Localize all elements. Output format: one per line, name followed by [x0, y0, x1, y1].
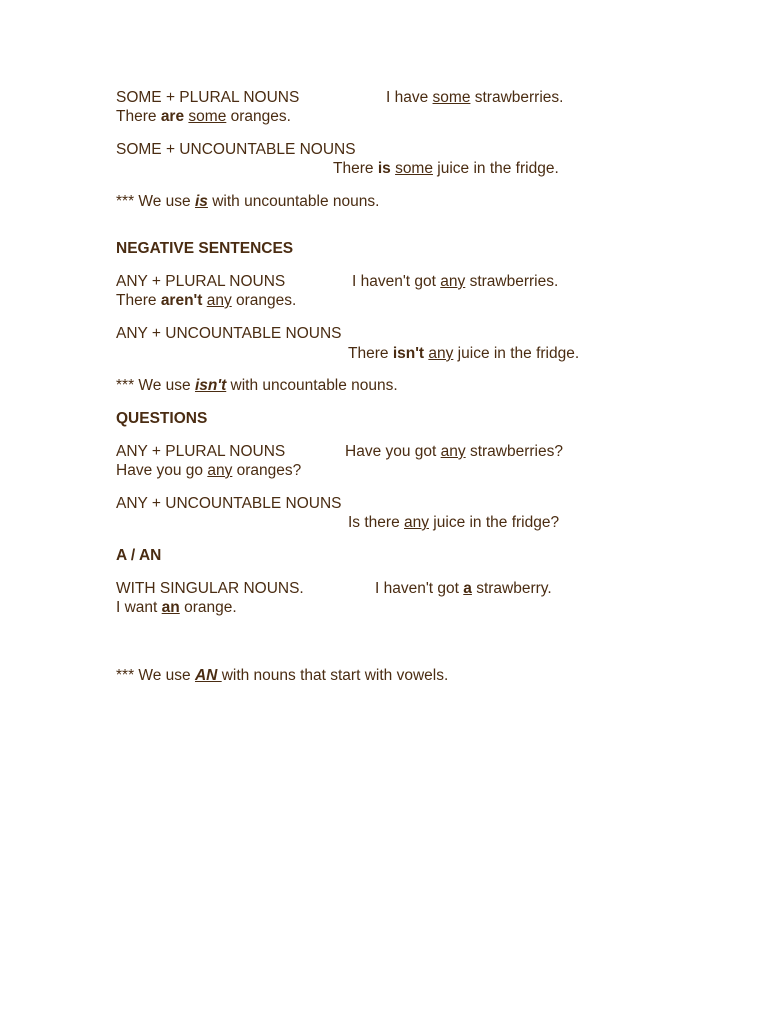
verb: aren't	[160, 292, 203, 309]
a-an-heading: A / AN	[116, 547, 162, 564]
keyword: some	[395, 160, 433, 177]
negative-plural-example-1: I haven't got any strawberries.	[352, 273, 559, 290]
questions-plural-example-2: Have you go any oranges?	[116, 462, 302, 479]
questions-heading: QUESTIONS	[116, 410, 208, 427]
keyword: any	[428, 345, 454, 362]
keyword: any	[207, 462, 233, 479]
negative-plural-example-2: There aren't any oranges.	[116, 292, 297, 309]
keyword: some	[188, 108, 227, 125]
a-an-example-2: I want an orange.	[116, 599, 237, 616]
note-is: *** We use is with uncountable nouns.	[116, 193, 380, 210]
verb: is	[377, 160, 391, 177]
keyword: some	[432, 89, 471, 106]
some-uncountable-label: SOME + UNCOUNTABLE NOUNS	[116, 141, 356, 158]
note-an: *** We use AN with nouns that start with vowels.	[116, 667, 449, 684]
keyword: any	[404, 514, 429, 531]
keyword: any	[440, 443, 466, 460]
keyword: an	[161, 599, 180, 616]
a-an-label: WITH SINGULAR NOUNS.	[116, 580, 304, 597]
negative-plural-label: ANY + PLURAL NOUNS	[116, 273, 286, 290]
some-plural-label: SOME + PLURAL NOUNS	[116, 89, 300, 106]
some-uncountable-example: There is some juice in the fridge.	[333, 160, 559, 177]
questions-plural-label: ANY + PLURAL NOUNS	[116, 443, 286, 460]
note-isnt: *** We use isn't with uncountable nouns.	[116, 377, 398, 394]
verb: are	[160, 108, 185, 125]
keyword: is	[194, 193, 208, 210]
questions-uncountable-label: ANY + UNCOUNTABLE NOUNS	[116, 495, 342, 512]
questions-uncountable-example: Is there any juice in the fridge?	[348, 514, 560, 531]
some-plural-example-2: There are some oranges.	[116, 108, 291, 125]
negative-uncountable-example: There isn't any juice in the fridge.	[348, 345, 580, 362]
negative-heading: NEGATIVE SENTENCES	[116, 240, 294, 257]
keyword: any	[440, 273, 466, 290]
keyword: any	[206, 292, 232, 309]
negative-uncountable-label: ANY + UNCOUNTABLE NOUNS	[116, 325, 342, 342]
keyword: isn't	[194, 377, 227, 394]
verb: isn't	[392, 345, 425, 362]
a-an-example-1: I haven't got a strawberry.	[375, 580, 552, 597]
keyword: AN	[194, 667, 222, 684]
some-plural-example-1: I have some strawberries.	[386, 89, 564, 106]
questions-plural-example-1: Have you got any strawberries?	[345, 443, 563, 460]
keyword: a	[463, 580, 472, 597]
